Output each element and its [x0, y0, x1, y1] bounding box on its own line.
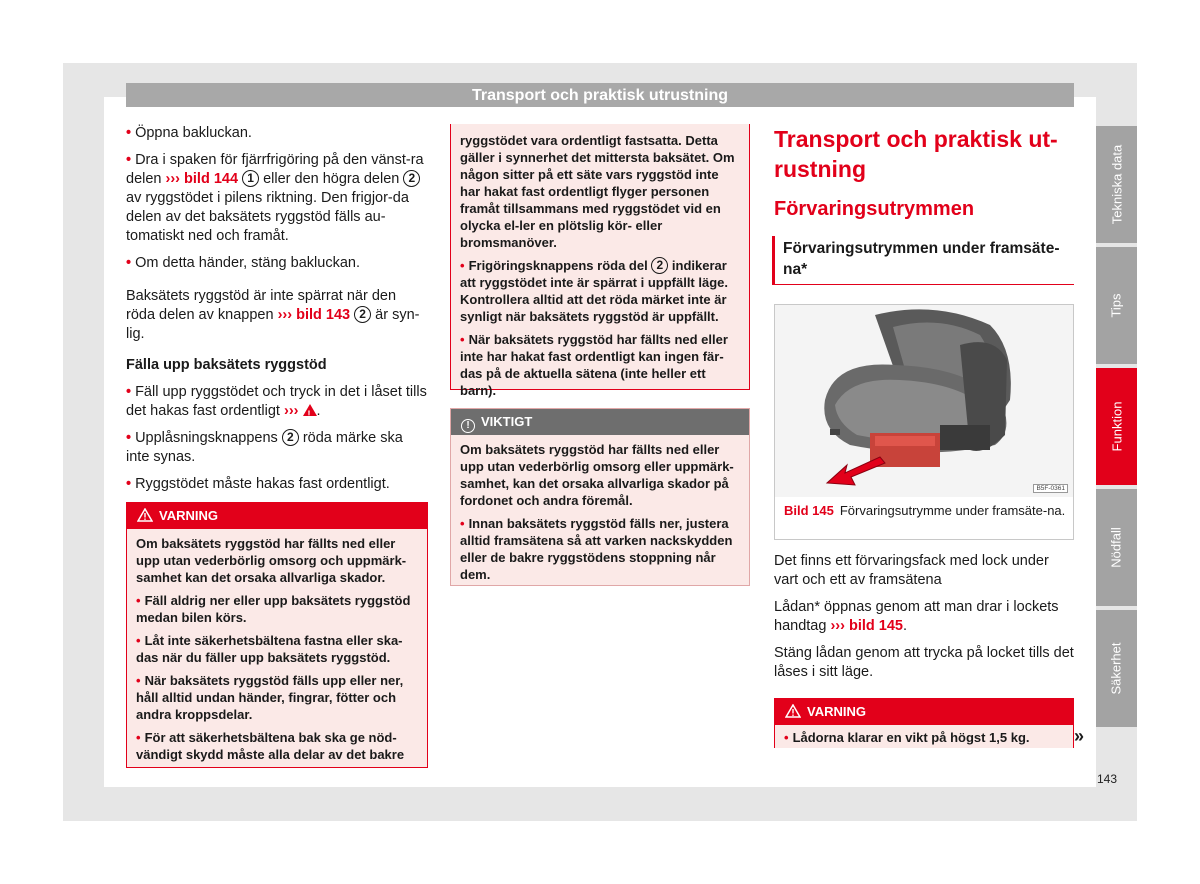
column-right-body [774, 552, 1074, 690]
list-item: • Lådorna klarar en vikt på högst 1,5 kg. [784, 730, 1030, 745]
list-item: • När baksätets ryggstöd har fällts ned eller inte har hakat fast ordentligt kan ingen fär-das på de aktuella sätena (inte heller ett barn). [460, 332, 728, 398]
figure-145 [774, 304, 1074, 540]
section-header: Transport och praktisk utrustning [126, 83, 1074, 107]
paragraph: Baksätets ryggstöd är inte spärrat när den röda delen av knappen ››› bild 143 2 är syn-lig. [126, 288, 420, 342]
figure-code: B5F-0361 [1033, 484, 1068, 493]
figure-caption: Bild 145 Förvaringsutrymme under framsäte-na. [784, 503, 1066, 518]
list-item: • När baksätets ryggstöd fälls upp eller ner, håll alltid undan händer, fingrar, fötter och andra kroppsdelar. [136, 673, 404, 722]
warning-triangle-icon [785, 704, 801, 718]
list-item: • Fäll upp ryggstödet och tryck in det i låset tills det hakas fast ordentligt ››› ! . [126, 383, 428, 421]
marker-2: 2 [282, 429, 299, 446]
marker-1: 1 [242, 170, 259, 187]
list-item: • Fäll aldrig ner eller upp baksätets ryggstöd medan bilen körs. [136, 593, 411, 625]
list-item: • Om detta händer, stäng bakluckan. [126, 255, 360, 271]
list-item: • Upplåsningsknappens 2 röda märke ska inte synas. [126, 430, 403, 465]
figure-link[interactable]: ››› bild 145 [830, 618, 903, 634]
continue-mark: » [1074, 726, 1085, 746]
tab-tekniska-data[interactable]: Tekniska data [1096, 126, 1137, 243]
warning-box [774, 698, 1074, 748]
column-right [774, 124, 1074, 299]
list-item: • Öppna bakluckan. [126, 125, 252, 141]
list-item: • För att säkerhetsbältena bak ska ge nöd-vändigt skydd måste alla delar av det bakre [136, 730, 405, 762]
warning-box [126, 502, 428, 768]
tab-sakerhet[interactable]: Säkerhet [1096, 610, 1137, 727]
important-text: Om baksätets ryggstöd har fällts ned eller upp utan vederbörlig omsorg eller uppmärk-samhet, kan det orsaka allvarliga skador på fordonet och andra föremål. [460, 442, 734, 508]
page-number: 143 [1097, 772, 1118, 786]
list-item: • Ryggstödet måste hakas fast ordentligt. [126, 476, 390, 492]
info-icon: ! [461, 419, 475, 433]
subheading: Fälla upp baksätets ryggstöd [126, 357, 327, 373]
paragraph: Stäng lådan genom att trycka på locket tills det låses i sitt läge. [774, 645, 1074, 680]
warning-title: VARNING [775, 699, 1073, 725]
subsection-title: Förvaringsutrymmen under framsäte-na* [772, 236, 1074, 285]
figure-link[interactable]: ››› bild 143 [277, 307, 351, 323]
list-item: • Låt inte säkerhetsbältena fastna eller ska-das när du fäller upp baksätets ryggstöd. [136, 633, 403, 665]
tab-tips[interactable]: Tips [1096, 247, 1137, 364]
warning-text: ryggstödet vara ordentligt fastsatta. Detta gäller i synnerhet det mittersta baksätet. Om någon sitter på ett säte vars ryggstöd inte har hakat fast ordentligt flyger personen framåt tillsammans med ryggstödet vid en olycka el-ler en plötslig kör- eller bromsmanöver. [460, 133, 735, 250]
warning-triangle-icon [303, 404, 317, 416]
column-left [126, 124, 428, 502]
marker-2: 2 [354, 306, 371, 323]
important-box [450, 408, 750, 586]
warning-title: VARNING [127, 503, 427, 529]
paragraph: Lådan* öppnas genom att man drar i lockets handtag ››› bild 145. [774, 599, 1059, 634]
warning-box-continued [450, 124, 750, 398]
chapter-title: Transport och praktisk ut-rustning [774, 126, 1058, 182]
seat-storage-image [775, 305, 1073, 497]
paragraph: Det finns ett förvaringsfack med lock under vart och ett av framsätena [774, 553, 1049, 588]
warning-triangle-icon [137, 508, 153, 522]
warning-text: Om baksätets ryggstöd har fällts ned eller upp utan vederbörlig omsorg och uppmärk-samhet kan det orsaka allvarliga skador. [136, 536, 407, 585]
marker-2: 2 [403, 170, 420, 187]
list-item: • Frigöringsknappens röda del 2 indikerar att ryggstödet inte är spärrat i uppfällt läge. Kontrollera alltid att det röda märket inte är synligt när baksätets ryggstöd är uppfällt. [460, 258, 728, 324]
list-item: • Dra i spaken för fjärrfrigöring på den vänst-ra delen ››› bild 144 1 eller den högra delen 2 av ryggstödet i pilens riktning. Den frigjor-da delen av det baksätets ryggstöd fälls au-tomatiskt ned och framåt. [126, 152, 424, 244]
list-item: • Innan baksätets ryggstöd fälls ner, justera alltid framsätena så att varken nackskydden eller de bakre ryggstödens stoppning når dem. [460, 516, 733, 582]
figure-link[interactable]: ››› bild 144 [165, 171, 239, 187]
section-title: Förvaringsutrymmen [774, 198, 975, 220]
tab-funktion[interactable]: Funktion [1096, 368, 1137, 485]
important-title: ! VIKTIGT [451, 409, 749, 435]
tab-nodfall[interactable]: Nödfall [1096, 489, 1137, 606]
warning-link[interactable]: ››› [284, 403, 299, 419]
marker-2: 2 [651, 257, 668, 274]
